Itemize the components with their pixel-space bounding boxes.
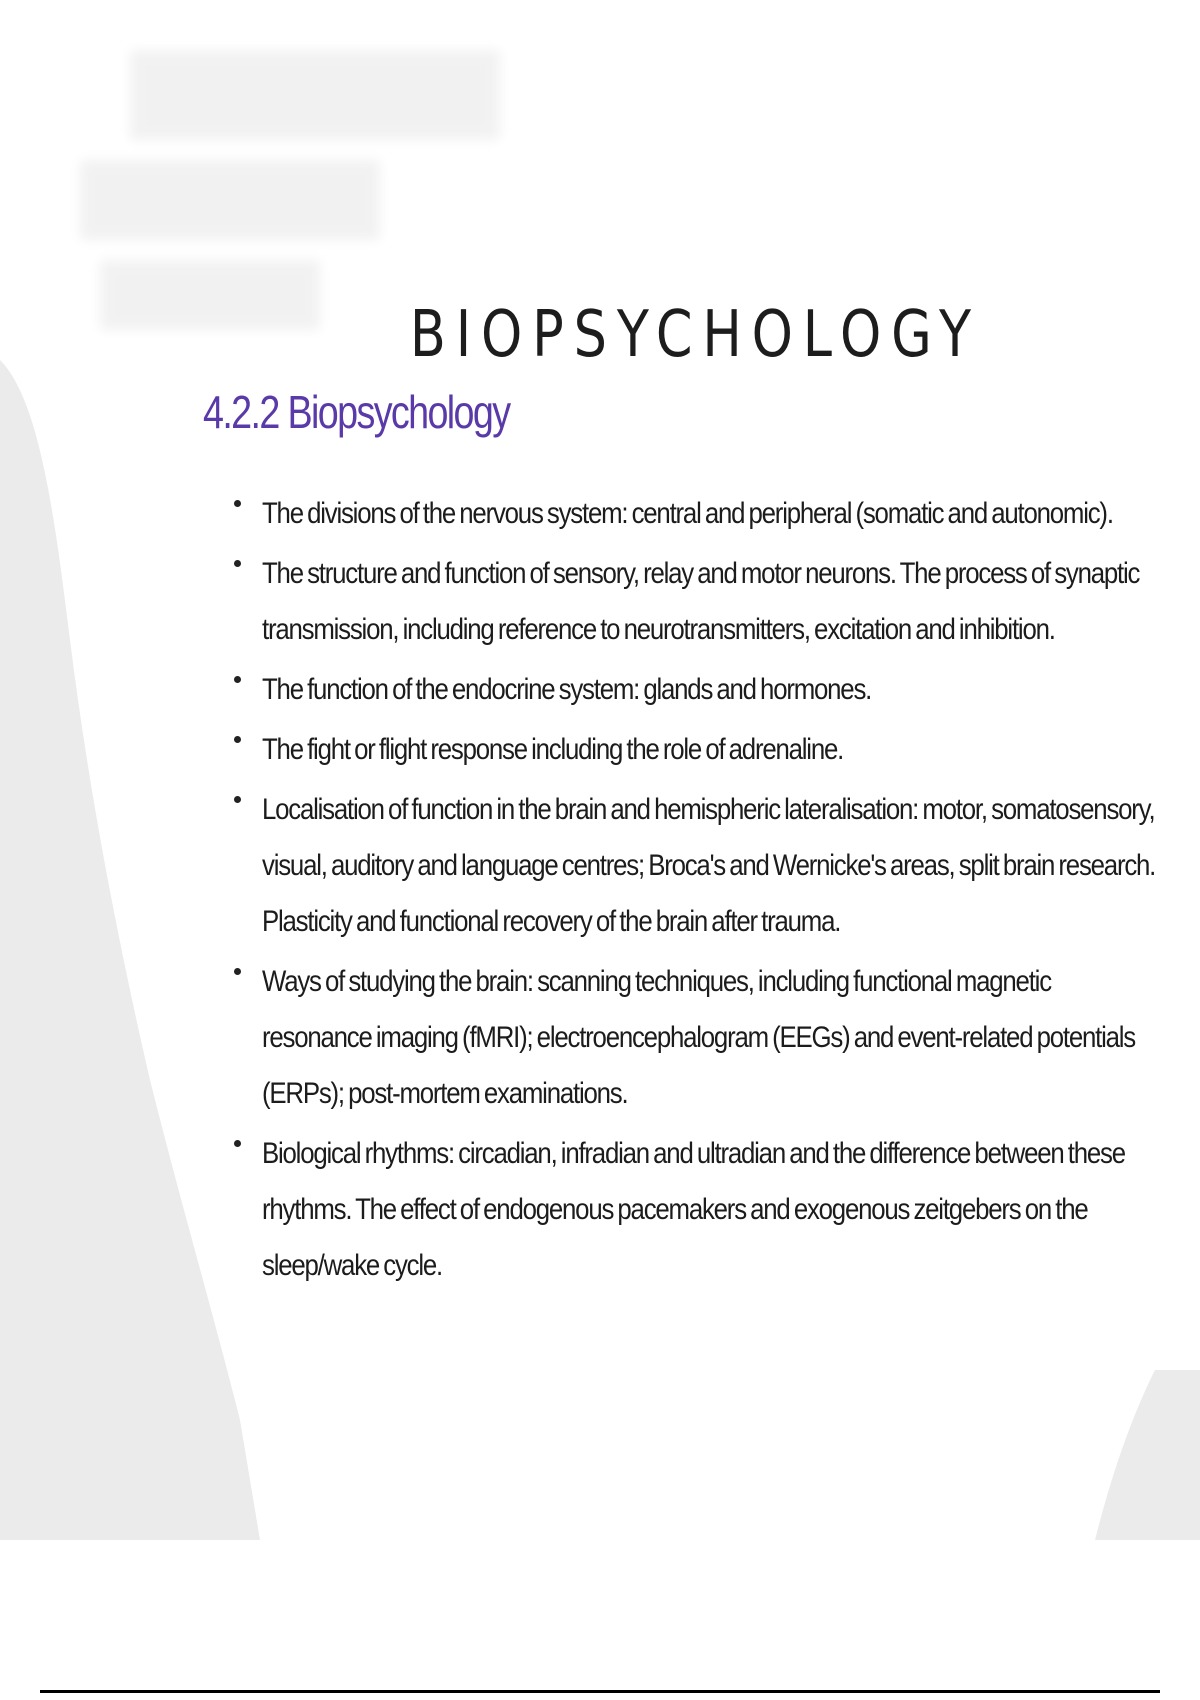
- list-item: [228, 782, 1168, 950]
- bullet-icon: [234, 560, 241, 567]
- footer-divider: [40, 1690, 1160, 1693]
- list-item-text: The function of the endocrine system: glands and hormones.: [262, 673, 872, 706]
- bullet-icon: [234, 968, 241, 975]
- list-item-text: Localisation of function in the brain and hemispheric lateralisation: motor, somatosensory, visual, auditory and language centres; Broca's and Wernicke's areas, split brain research. Plasticity and functional recovery of the brain after trauma.: [262, 793, 1156, 938]
- bullet-icon: [234, 1140, 241, 1147]
- bullet-icon: [234, 736, 241, 743]
- list-item-text: The structure and function of sensory, relay and motor neurons. The process of synaptic transmission, including reference to neurotransmitters, excitation and inhibition.: [262, 557, 1140, 646]
- page-title: BIOPSYCHOLOGY: [409, 297, 981, 372]
- list-item-text: The fight or flight response including the role of adrenaline.: [262, 733, 844, 766]
- list-item-text: The divisions of the nervous system: central and peripheral (somatic and autonomic).: [262, 497, 1113, 530]
- bullet-icon: [234, 500, 241, 507]
- list-item: [228, 1126, 1168, 1294]
- topic-list: [228, 486, 1168, 1298]
- list-item: [228, 954, 1168, 1122]
- list-item-text: Ways of studying the brain: scanning techniques, including functional magnetic resonance imaging (fMRI); electroencephalogram (EEGs) and event-related potentials (ERPs); post-mortem examinations.: [262, 965, 1136, 1110]
- bullet-icon: [234, 676, 241, 683]
- list-item: [228, 722, 1168, 778]
- list-item: [228, 662, 1168, 718]
- right-gray-shape: [1095, 1370, 1200, 1540]
- left-gray-shape: [0, 360, 260, 1540]
- bullet-icon: [234, 796, 241, 803]
- list-item: [228, 546, 1168, 658]
- list-item: [228, 486, 1168, 542]
- section-heading: 4.2.2 Biopsychology: [203, 386, 510, 438]
- list-item-text: Biological rhythms: circadian, infradian and ultradian and the difference between these rhythms. The effect of endogenous pacemakers and exogenous zeitgebers on the sleep/wake cycle.: [262, 1137, 1125, 1282]
